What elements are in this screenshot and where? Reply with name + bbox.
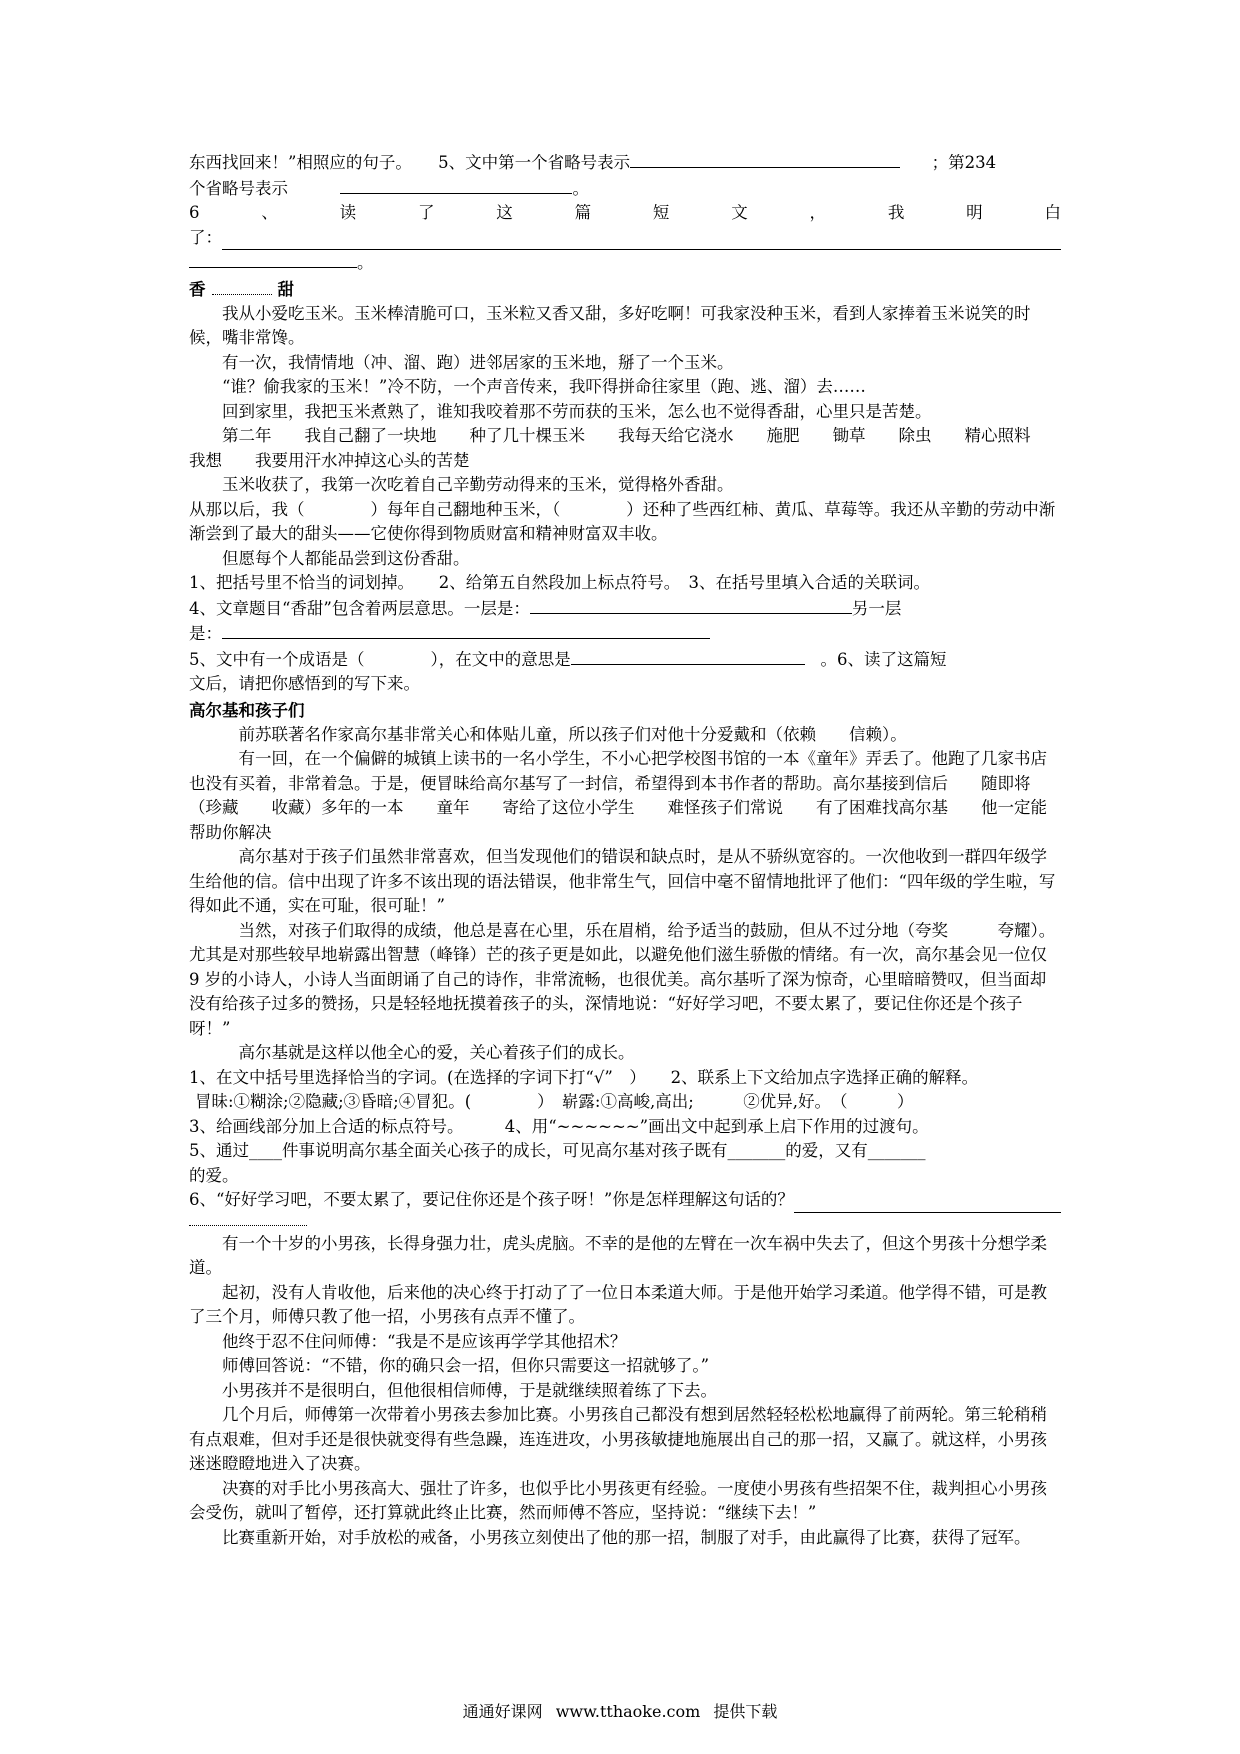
paragraph: 决赛的对手比小男孩高大、强壮了许多，也似乎比小男孩更有经验。一度使小男孩有些招架不住，裁判担心小男孩会受伤，就叫了暂停，还打算就此终止比赛，然而师傅不答应，坚持说：“继续下去！” [189, 1478, 1047, 1522]
question: 的爱。 [189, 1165, 239, 1185]
question-5 [189, 647, 1061, 673]
question: 5、通过____件事说明高尔基全面关心孩子的成长，可见高尔基对孩子既有_______的爱，又有_______ [189, 1141, 926, 1160]
question-4 [189, 596, 1061, 622]
answer-blank[interactable] [794, 1195, 1061, 1213]
q6-label: 了： [189, 227, 222, 247]
q6-char: 我 [887, 203, 905, 222]
intro-line-1 [189, 150, 1061, 176]
answer-blank[interactable] [222, 232, 1061, 250]
paragraph: 回到家里，我把玉米煮熟了，谁知我咬着那不劳而获的玉米，怎么也不觉得香甜，心里只是苦楚。 [222, 401, 932, 421]
question: 3、给画线部分加上合适的标点符号。 4、用“~~~~~~”画出文中起到承上启下作用的过渡句。 [189, 1116, 929, 1136]
question: 1、把括号里不恰当的词划掉。 2、给第五自然段加上标点符号。 3、在括号里填入合适的关联词。 [189, 573, 930, 592]
worksheet-page [189, 150, 1064, 1550]
question: 文后，请把你感悟到的写下来。 [189, 674, 420, 693]
intro-text: 东西找回来！”相照应的句子。 [189, 153, 412, 172]
period: 。 [357, 253, 374, 272]
q6-spread-line [189, 201, 1061, 226]
q6-char: 了 [417, 203, 435, 222]
answer-blank[interactable] [189, 250, 357, 268]
q6-answer-line [189, 226, 1061, 251]
question-text: 4、文章题目“香甜”包含着两层意思。一层是： [189, 598, 530, 618]
paragraph: 他终于忍不住问师傅：“我是不是应该再学学其他招术？ [222, 1331, 627, 1351]
answer-blank[interactable] [571, 647, 805, 665]
intro-line-2 [189, 176, 1061, 202]
answer-blank[interactable] [630, 150, 900, 168]
footer-note: 提供下载 [713, 1702, 778, 1721]
section-title-placeholder [189, 1217, 307, 1226]
title-dots [212, 284, 272, 295]
question: 1、在文中括号里选择恰当的字词。(在选择的字词下打“√” ） 2、联系上下文给加点字选择正确的解释。 [189, 1067, 979, 1087]
paragraph: 有一回，在一个偏僻的城镇上读书的一名小学生，不小心把学校图书馆的一本《童年》弄丢了。他跑了几家书店也没有买着，非常着急。于是，便冒昧给高尔基写了一封信，希望得到本书作者的帮助。高尔基接到信后 随即将（珍藏 收藏）多年的一本 童年 寄给了这位小学生 难怪孩子们常说 有了困难找高尔基 他一定能帮助你解决 [189, 749, 1047, 842]
question: 冒昧:①糊涂;②隐藏;③昏暗;④冒犯。( ） 崭露:①高峻,高出; ②优异,好。 （ ） [195, 1092, 914, 1111]
paragraph: 有一个十岁的小男孩，长得身强力壮，虎头虎脑。不幸的是他的左臂在一次车祸中失去了，但这个男孩十分想学柔道。 [189, 1233, 1047, 1277]
footer-site-name: 通通好课网 [462, 1702, 543, 1721]
question-text: 是： [189, 624, 222, 643]
paragraph: 起初，没有人肯收他，后来他的决心终于打动了了一位日本柔道大师。于是他开始学习柔道。他学得不错，可是教了三个月，师傅只教了他一招，小男孩有点弄不懂了。 [189, 1282, 1047, 1326]
paragraph: 玉米收获了，我第一次吃着自己辛勤劳动得来的玉米，觉得格外香甜。 [222, 475, 734, 494]
paragraph: “谁？偷我家的玉米！”冷不防，一个声音传来，我吓得拼命往家里（跑、逃、溜）去…… [222, 377, 866, 396]
question-text: 另一层 [851, 598, 902, 618]
paragraph: 师傅回答说：“不错，你的确只会一招，但你只需要这一招就够了。” [222, 1356, 710, 1375]
q5-label-2: ；第234 [931, 153, 997, 172]
paragraph: 当然，对孩子们取得的成绩，他总是喜在心里，乐在眉梢，给予适当的鼓励，但从不过分地（夸奖 夸耀）。尤其是对那些较早地崭露出智慧（峰锋）芒的孩子更是如此，以避免他们滋生骄傲的情绪。有一次，高尔基会见一位仅 9 岁的小诗人，小诗人当面朗诵了自己的诗作，非常流畅，也很优美。高尔基听了深为惊奇，心里暗暗赞叹，但当面却没有给孩子过多的赞扬，只是轻轻地抚摸着孩子的头，深情地说：“好好学习吧，不要太累了，要记住你还是个孩子呀！” [189, 920, 1056, 1038]
q5-label: 5、文中第一个省略号表示 [438, 153, 631, 172]
q6-char: 、 [261, 203, 278, 222]
paragraph: 前苏联著名作家高尔基非常关心和体贴儿童，所以孩子们对他十分爱戴和（依赖 信赖）。 [238, 724, 907, 744]
section-title-xiangtian [189, 278, 1061, 302]
paragraph: 比赛重新开始，对手放松的戒备，小男孩立刻使出了他的那一招，制服了对手，由此赢得了比赛，获得了冠军。 [222, 1527, 1031, 1547]
question-4-cont [189, 621, 1061, 647]
q6-char: 文 [731, 203, 748, 222]
question-text: 。6、读了这篇短 [820, 649, 947, 669]
paragraph: 第二年 我自己翻了一块地 种了几十棵玉米 我每天给它浇水 施肥 锄草 除虫 精心照料 我想 我要用汗水冲掉这心头的苦楚 [189, 426, 1064, 470]
section-title-gorky: 高尔基和孩子们 [189, 700, 305, 720]
title-char: 香 [189, 279, 206, 299]
paragraph: 小男孩并不是很明白，但他很相信师傅，于是就继续照着练了下去。 [222, 1380, 717, 1400]
q6-char: 这 [496, 203, 513, 222]
q6-char: 短 [652, 203, 670, 222]
paragraph: 几个月后，师傅第一次带着小男孩去参加比赛。小男孩自己都没有想到居然轻轻松松地赢得了前两轮。第三轮稍稍有点艰难，但对手还是很快就变得有些急躁，连连进攻，小男孩敏捷地施展出自己的那一招，又赢了。就这样，小男孩迷迷瞪瞪地进入了决赛。 [189, 1405, 1047, 1473]
q6-char: 6 [189, 203, 200, 222]
question-6 [189, 1188, 1061, 1213]
q6-answer-line-2 [189, 250, 1061, 276]
q5-label-3: 个省略号表示 [189, 178, 288, 198]
paragraph: 高尔基对于孩子们虽然非常喜欢，但当发现他们的错误和缺点时，是从不骄纵宽容的。一次他收到一群四年级学生给他的信。信中出现了许多不该出现的语法错误，他非常生气，回信中毫不留情地批评了他们：“四年级的学生啦，写得如此不通，实在可耻，很可耻！” [189, 847, 1056, 915]
q6-char: ， [809, 203, 826, 222]
q6-char: 读 [339, 203, 357, 222]
answer-blank[interactable] [222, 621, 710, 639]
title-char: 甜 [277, 279, 294, 299]
q6-char: 篇 [574, 203, 592, 222]
paragraph: 但愿每个人都能品尝到这份香甜。 [222, 548, 470, 568]
question-text: 5、文中有一个成语是（ ），在文中的意思是 [189, 649, 571, 669]
paragraph: 从那以后，我（ ）每年自己翻地种玉米，（ ）还种了些西红柿、黄瓜、草莓等。我还从辛勤的劳动中渐渐尝到了最大的甜头——它使你得到物质财富和精神财富双丰收。 [189, 499, 1056, 543]
answer-blank[interactable] [340, 176, 572, 194]
answer-blank[interactable] [530, 596, 852, 614]
footer-url[interactable]: www.tthaoke.com [555, 1702, 701, 1721]
q6-char: 白 [1044, 203, 1061, 222]
footer [0, 1699, 1240, 1722]
question-text: 6、“好好学习吧，不要太累了，要记住你还是个孩子呀！”你是怎样理解这句话的？ [189, 1190, 794, 1209]
paragraph: 高尔基就是这样以他全心的爱，关心着孩子们的成长。 [238, 1043, 635, 1062]
period: 。 [572, 178, 589, 198]
paragraph: 我从小爱吃玉米。玉米棒清脆可口，玉米粒又香又甜，多好吃啊！可我家没种玉米，看到人家捧着玉米说笑的时候，嘴非常馋。 [189, 303, 1031, 347]
paragraph: 有一次，我情情地（冲、溜、跑）进邻居家的玉米地，掰了一个玉米。 [222, 352, 734, 372]
q6-char: 明 [966, 203, 983, 222]
